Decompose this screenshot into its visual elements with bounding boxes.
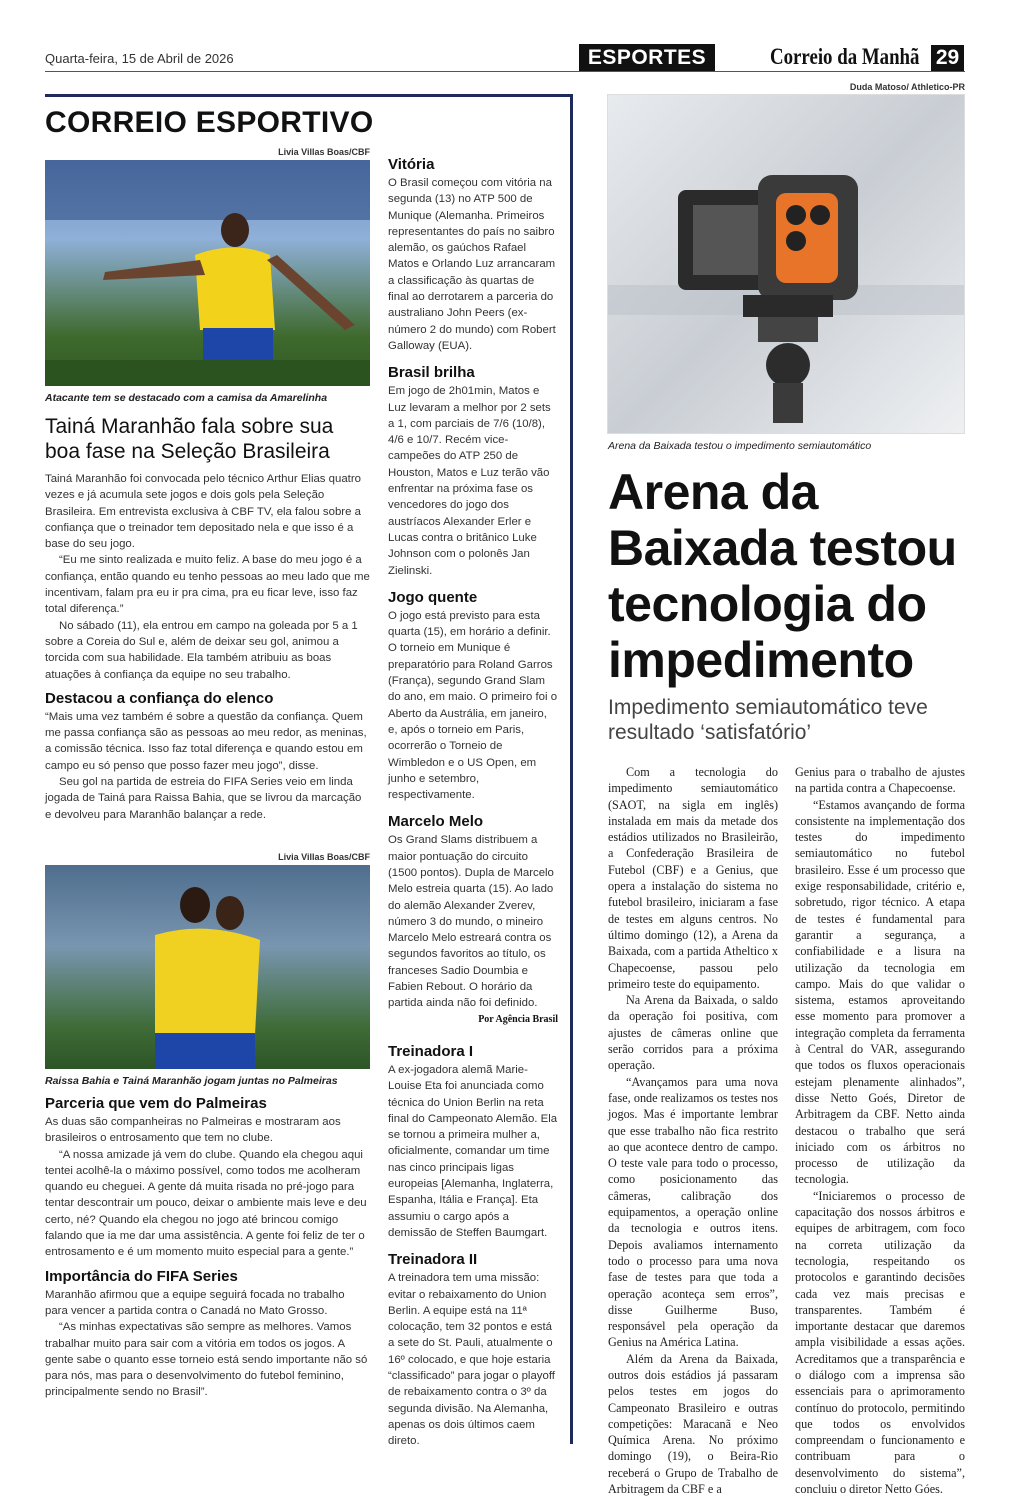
article-headline: Tainá Maranhão fala sobre sua boa fase na Seleção Brasileira — [45, 415, 334, 463]
headline-deck: Impedimento semiautomático teve resultado ‘satisfatório’ — [608, 696, 928, 744]
note-text: O jogo está previsto para esta quarta (15), em horário a definir. O torneio em Munique é preparatório para Roland Garros (França), segundo Grand Slam do ano, em maio. O primeiro foi o Aberto da Austrália, em janeiro, e, após o torneio em Paris, ocorrerão o Torneio de Wimbledon e o US Open, em junho e setembro, respectivamente. — [388, 609, 558, 802]
paragraph: “Avançamos para uma nova fase, onde realizamos os testes nos jogos. Mas é importante lembrar que esse trabalho não fica restrito ao que acontece dentro de campo. O teste vale para todo o processo, como posicionamento das câmeras, calibração dos equipamentos, a operação online da tecnologia e outros itens. Depois avaliamos internamento todo o processo para uma nova fase de testes para que toda a operação aconteça sem erros”, disse Guilherme Buso, responsável pela operação da Genius na América Latina. — [608, 1074, 778, 1350]
subheading: Parceria que vem do Palmeiras — [45, 1095, 267, 1112]
note-text: A treinadora tem uma missão: evitar o rebaixamento do Union Berlin. A equipe está na 11ª colocação, tem 32 pontos e está a sete do St. Pauli, atualmente o 16º colocado, e que hoje estaria “classificado” para jogar o playoff de rebaixamento contra o 3º da segunda divisão. Na Alemanha, apenas os dois últimos caem direto. — [388, 1272, 555, 1448]
photo-credit: Livia Villas Boas/CBF — [278, 852, 370, 862]
page-number: 29 — [931, 45, 964, 71]
main-headline: Arena da Baixada testou tecnologia do impedimento — [608, 464, 957, 688]
note-title: Vitória — [388, 156, 435, 173]
offside-camera-photo — [607, 94, 965, 434]
note-title: Jogo quente — [388, 588, 478, 606]
paragraph: Maranhão afirmou que a equipe seguirá focada no trabalho para vencer a partida contra o Canadá no Mato Grosso. — [45, 1288, 345, 1317]
paragraph: “Mais uma vez também é sobre a questão da confiança. Quem me passa confiança são as pessoas ao meu redor, as meninas, a comissão técnica. Isso faz total diferença e quando estou em campo eu só penso que posso fazer meu jogo”, disse. — [45, 710, 367, 772]
players-hugging-photo — [45, 865, 370, 1069]
paragraph: “Iniciaremos o processo de capacitação dos nossos árbitros e equipes de arbitragem, com foco na correta utilização da tecnologia, respeitando os protocolos e garantindo decisões cada vez mais precisas e transparentes. Também é importante destacar que daremos ampla visibilidade a essas ações. Acreditamos que a transparência e o diálogo com a imprensa são essenciais para o aprimoramento contínuo do protocolo, permitindo que todos os envolvidos compreendam o funcionamento e contribuam para o desenvolvimento do sistema”, concluiu o diretor Netto Góes. — [795, 1188, 965, 1497]
paragraph: “Estamos avançando de forma consistente na implementação dos testes do impedimento semiautomático no futebol brasileiro. Esse é um processo que exige responsabilidade, critério e, sobretudo, rigor técnico. A etapa de testes é fundamental para garantir a segurança, a confiabilidade e a lisura na utilização da tecnologia em campo. Mais do que validar o sistema, estamos aproveitando esse momento para promover a integração completa da ferramenta à Central do VAR, assegurando que todos os fluxos operacionais estejam plenamente alinhados”, disse Netto Goés, Diretor de Arbitragem da CBF. Netto ainda destacou o trabalho que será iniciado com os árbitros no processo de utilização da tecnologia. — [795, 797, 965, 1187]
paragraph: Na Arena da Baixada, o saldo da operação foi positiva, com ajustes de câmeras online que serão corridos para a próxima operação. — [608, 993, 778, 1073]
paragraph: Tainá Maranhão foi convocada pelo técnico Arthur Elias quatro vezes e já acumula sete jogos e dois gols pela Seleção Brasileira. Em entrevista exclusiva à CBF TV, ela falou sobre a confiança que o treinador tem depositado nela e que isso é a base do seu jogo. — [45, 473, 361, 551]
photo-caption: Raissa Bahia e Tainá Maranhão jogam juntas no Palmeiras — [45, 1075, 338, 1087]
article-body-continued — [45, 1094, 370, 1401]
note-text: A ex-jogadora alemã Marie-Louise Eta foi anunciada como técnica do Union Berlin na reta final do Campeonato Alemão. Ela se tornou a primeira mulher a, oficialmente, comandar um time nas cinco principais ligas europeias [Alemanha, Inglaterra, Espanha, Itália e França]. Eta assumiu o cargo após a demissão de Steffen Baumgart. — [388, 1063, 558, 1239]
paragraph: “As minhas expectativas são sempre as melhores. Vamos trabalhar muito para sair com a vitória em todos os jogos. A gente sabe o quanto esse torneio está sendo importante não só para nós, mas para o desenvolvimento do futebol feminino, principalmente sendo no Brasil”. — [45, 1321, 368, 1399]
note-title: Treinadora II — [388, 1251, 478, 1269]
newspaper-logo: Correio da Manhã — [770, 44, 920, 69]
article-body — [45, 471, 370, 823]
note-title: Marcelo Melo — [388, 813, 484, 831]
subheading: Importância do FIFA Series — [45, 1267, 238, 1285]
edition-date: Quarta-feira, 15 de Abril de 2026 — [45, 51, 234, 66]
subheading: Destacou a confiança do elenco — [45, 689, 274, 707]
section-label: ESPORTES — [579, 44, 715, 71]
paragraph: Além da Arena da Baixada, outros dois estádios já passaram pelos testes em jogos do Campeonato Brasileiro e outras competições: Maracanã e Neo Química Arena. No próximo domingo (19), o Beira-Rio receberá o Grupo de Trabalho de Arbitragem da CBF e a — [608, 1351, 778, 1497]
sports-notes-column — [388, 155, 558, 1449]
photo-caption: Atacante tem se destacado com a camisa da Amarelinha — [45, 392, 328, 404]
photo-credit: Livia Villas Boas/CBF — [278, 147, 370, 157]
article-column-2 — [795, 764, 965, 1497]
photo-caption: Arena da Baixada testou o impedimento semiautomático — [608, 440, 872, 452]
paragraph: As duas são companheiras no Palmeiras e mostraram aos brasileiros o entrosamento que tem no clube. — [45, 1116, 341, 1145]
column-frame-top — [45, 94, 573, 97]
photo-credit: Duda Matoso/ Athletico-PR — [849, 82, 965, 92]
paragraph: Seu gol na partida de estreia do FIFA Series veio em linda jogada de Tainá para Raissa Bahia, que se livrou da marcação e devolveu para Maranhão balançar a rede. — [45, 776, 362, 821]
header-rule — [45, 71, 965, 72]
note-title: Treinadora I — [388, 1042, 474, 1060]
agency-byline: Por Agência Brasil — [478, 1013, 558, 1025]
section-title: CORREIO ESPORTIVO — [45, 106, 374, 139]
player-celebrating-photo — [45, 160, 370, 386]
note-text: Em jogo de 2h01min, Matos e Luz levaram a melhor por 2 sets a 1, com parciais de 7/6 (10/8), 4/6 e 10/7. Recém vice-campeões do ATP 250 de Houston, Matos e Luz terão vão enfrentar na próxima fase os vencedores do jogo dos austríacos Alexander Erler e Lucas contra o britânico Luke Johnson com o polonês Jan Zielinski. — [388, 385, 551, 577]
paragraph: Com a tecnologia do impedimento semiautomático (SAOT, na sigla em inglês) instalada em mais da metade dos estádios utilizados no Brasileirão, a Confederação Brasileira de Futebol (CBF) e a Genius, que opera a instalação do sistema no futebol brasileiro, iniciaram a fase de testes em alguns centros. No último domingo (12), a Arena da Baixada, com a partida Atheltico x Chapecoense, passou pelo primeiro teste do equipamento. — [608, 765, 778, 991]
article-column-1 — [608, 764, 778, 1497]
note-text: Os Grand Slams distribuem a maior pontuação do circuito (1500 pontos). Dupla de Marcelo Melo estreia quarta (15). Ao lado do alemão Alexander Zverev, número 3 do mundo, o mineiro Marcelo Melo estreará contra os segundos favoritos ao título, os franceses Sadio Doumbia e Fabien Rebout. O horário da partida ainda não foi definido. — [388, 834, 554, 1010]
paragraph: “Eu me sinto realizada e muito feliz. A base do meu jogo é a confiança, então quando eu tenho pessoas ao meu lado que me incentivam, falam pra eu ir pra cima, pra eu ficar leve, isso faz total diferença.” — [45, 554, 370, 616]
paragraph: Genius para o trabalho de ajustes na partida contra a Chapecoense. — [795, 765, 965, 796]
paragraph: No sábado (11), ela entrou em campo na goleada por 5 a 1 sobre a Coreia do Sul e, além de deixar seu gol, animou a torcida com sua habilidade. Ela também atribuiu as boas atuações à confiança da equipe no seu trabalho. — [45, 619, 358, 681]
note-text: O Brasil começou com vitória na segunda (13) no ATP 500 de Munique (Alemanha. Primeiros representantes do país no saibro alemão, os gaúchos Rafael Matos e Orlando Luz arrancaram a classificação às quartas de final ao derrotarem a parceria do australiano John Peers (ex-número 2 do mundo) com Robert Galloway (EUA). — [388, 177, 556, 352]
paragraph: “A nossa amizade já vem do clube. Quando ela chegou aqui tentei acolhê-la o máximo possível, como todos me acolheram quando eu cheguei. A gente dá muita risada no pré-jogo para tentar descontrair um pouco, deixar o ambiente mais leve e deu certo, né? Quando ela chegou no jogo até brincou comigo falando que ia me dar uma assistência. A gente foi feliz de ter o entrosamento e é um momento muito especial para a gente.” — [45, 1148, 367, 1259]
note-title: Brasil brilha — [388, 364, 475, 382]
column-frame-right — [570, 94, 573, 1444]
